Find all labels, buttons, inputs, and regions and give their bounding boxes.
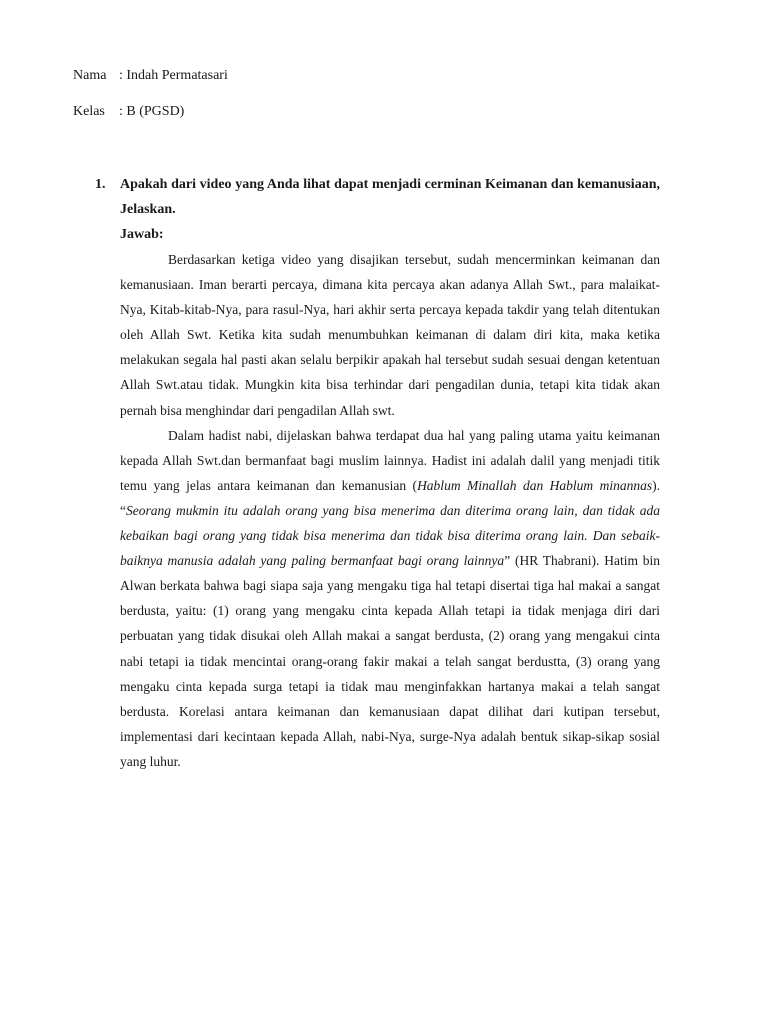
question-number: 1. [95,177,106,192]
meta-nama [73,68,228,84]
answer-paragraph-2 [120,423,660,774]
paragraph-2-open-quote: ). “ [120,477,660,518]
paragraph-2-intro: Dalam hadist nabi, dijelaskan bahwa terdapat dua hal yang paling utama yaitu keimanan kepada Allah Swt.dan bermanfaat bagi muslim lainnya. Hadist ini adalah dalil yang menjadi titik temu yang jelas antara keimanan dan kemanusian ( [120,427,660,493]
paragraph-2-rest: ” (HR Thabrani). Hatim bin Alwan berkata bahwa bagi siapa saja yang mengaku tiga hal tetapi disertai tiga hal makai a sangat berdusta, yaitu: (1) orang yang mengaku cinta kepada Allah tetapi ia tidak menjaga diri dari perbuatan yang tidak disukai oleh Allah makai a sangat berdusta, (2) orang yang mengakui cinta nabi tetapi ia tidak mencintai orang-orang fakir makai a telah sangat berdustta, (3) orang yang mengaku cinta kepada surga tetapi ia tidak mau menginfakkan hartanya makai a telah sangat berdusta. Korelasi antara keimanan dan kemanusiaan dapat dilihat dari kutipan tersebut, implementasi dari kecintaan kepada Allah, nabi-Nya, surge-Nya adalah bentuk sikap-sikap sosial yang luhur. [120,553,661,769]
meta-kelas [73,104,184,120]
hadith-quote: Seorang mukmin itu adalah orang yang bisa menerima dan diterima orang lain, dan tidak ada kebaikan bagi orang yang tidak bisa menerima dan tidak bisa diterima orang lain. Dan sebaik-baiknya manusia adalah yang paling bermanfaat bagi orang lainnya [120,502,660,569]
answer-paragraph-1: Berdasarkan ketiga video yang disajikan tersebut, sudah mencerminkan keimanan dan kemanusiaan. Iman berarti percaya, dimana kita percaya akan adanya Allah Swt., para malaikat-Nya, Kitab-kitab-Nya, para rasul-Nya, hari akhir serta percaya kepada takdir yang telah ditentukan oleh Allah Swt. Ketika kita sudah menumbuhkan keimanan di dalam diri kita, maka ketika melakukan segala hal pasti akan selalu berpikir apakah hal tersebut sudah sesuai dengan ketentuan Allah Swt.atau tidak. Mungkin kita bisa terhindar dari pengadilan dunia, tetapi kita tidak akan pernah bisa menghindar dari pengadilan Allah swt. [120,252,660,418]
question-body [120,172,660,774]
kelas-label: Kelas [73,104,105,119]
kelas-value: : B (PGSD) [119,104,185,119]
paragraph-2-term: Hablum Minallah dan Hablum minannas [417,477,653,493]
question-text: Apakah dari video yang Anda lihat dapat menjadi cerminan Keimanan dan kemanusiaan, Jelaskan. [120,177,660,217]
nama-value: : Indah Permatasari [119,68,228,83]
answer-label: Jawab: [120,227,164,242]
question-block [95,172,660,774]
nama-label: Nama [73,68,107,83]
